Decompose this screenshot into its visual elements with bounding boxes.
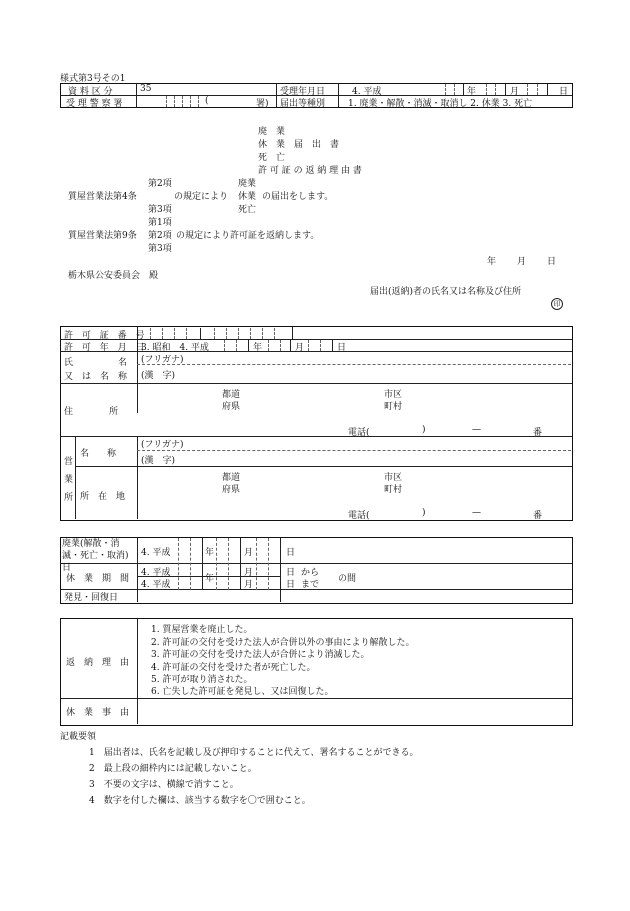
- kyoka-ymd-label: 許 可 年 月 日: [64, 343, 148, 353]
- form-number: 様式第3号その1: [60, 74, 126, 84]
- shiryo-label: 資 料 区 分: [68, 87, 113, 97]
- eigyo-fuken: 府県: [222, 485, 241, 495]
- kyugyo-from-era: 4. 平成: [141, 568, 171, 578]
- title-kyugyo: 休 業 届 出 書: [258, 140, 340, 150]
- c9-tail: の規定により許可証を返納します。: [176, 231, 320, 241]
- juri-day: 日: [559, 87, 569, 97]
- kyugyo-period-label: 休 業 期 間: [66, 574, 130, 584]
- kanji-label: (漢 字): [141, 371, 176, 381]
- kyugyo-made: まで: [301, 580, 320, 590]
- eigyo-chouson: 町村: [384, 485, 403, 495]
- kyoka-month: 月: [295, 343, 305, 353]
- jusho-shiku: 市区: [384, 390, 403, 400]
- kyoka-day: 日: [337, 343, 347, 353]
- kyugyo-to-month: 月: [244, 580, 254, 590]
- jusho-fuken: 府県: [222, 402, 241, 412]
- date-day: 日: [547, 257, 557, 267]
- keisatsusho-label: 受 理 警 察 署: [66, 99, 123, 109]
- furigana-label: (フリガナ): [141, 355, 184, 365]
- kyoka-era: 3. 昭和 4. 平成: [141, 343, 209, 353]
- c9-3: 第3項: [148, 244, 172, 254]
- haigyo-month: 月: [244, 548, 254, 558]
- c4-kyugyo: 休業: [238, 192, 257, 202]
- kyoka-year: 年: [253, 343, 263, 353]
- title-shibo: 死 亡: [258, 153, 286, 163]
- c4-tail: の届出をします。: [262, 192, 334, 202]
- c4-shibo: 死亡: [238, 205, 257, 215]
- eigyosho-char-3: 所: [64, 493, 74, 503]
- juri-ymd-label: 受理年月日: [280, 87, 326, 97]
- eigyo-denwa-close: ): [422, 508, 426, 518]
- shubetsu-label: 届出等種別: [280, 99, 326, 109]
- jusho-label: 住 所: [64, 407, 119, 417]
- submitter-label: 届出(返納)者の氏名又は名称及び住所: [370, 287, 522, 297]
- title-haigyo: 廃 業: [258, 127, 286, 137]
- jusho-chouson: 町村: [384, 402, 403, 412]
- eigyosho-char-1: 営: [64, 457, 74, 467]
- reason-item-1: 1. 質屋営業を廃止した。: [151, 625, 253, 635]
- shubetsu-value: 1. 廃業・解散・消滅・取消し 2. 休業 3. 死亡: [348, 99, 533, 109]
- date-month: 月: [517, 257, 527, 267]
- jusho-denwa-close: ): [422, 425, 426, 435]
- shimei-label-2: 又 は 名 称: [64, 372, 128, 382]
- c4-mid: の規定により: [174, 192, 229, 202]
- haigyo-date-label: 廃業(解散・消滅・死亡・取消)日: [62, 539, 129, 573]
- sho-close: 署): [256, 99, 269, 109]
- addressee: 栃木県公安委員会 殿: [68, 271, 159, 281]
- c9-1: 第1項: [148, 218, 172, 228]
- eigyosho-char-2: 業: [64, 475, 74, 485]
- shiryo-value: 35: [140, 84, 152, 94]
- kyugyo-kan: の間: [338, 574, 357, 584]
- seal-mark: 印: [551, 298, 563, 310]
- note-4: 4 数字を付した欄は、該当する数字を〇で囲むこと。: [89, 796, 311, 806]
- kyugyo-year: 年: [205, 574, 215, 584]
- title-henno: 許 可 証 の 返 納 理 由 書: [258, 166, 362, 176]
- c4-haigyo: 廃業: [238, 179, 257, 189]
- eigyo-dash: —: [472, 508, 481, 518]
- reason-item-2: 2. 許可証の交付を受けた法人が合併以外の事由により解散した。: [151, 638, 415, 648]
- haigyo-year: 年: [205, 548, 215, 558]
- juri-month: 月: [510, 87, 520, 97]
- eigyo-kanji: (漢 字): [141, 456, 176, 466]
- paren-open: (: [205, 96, 209, 106]
- kyugyo-from-day: 日: [286, 568, 296, 578]
- kyugyo-to-era: 4. 平成: [141, 580, 171, 590]
- kyugyo-from-month: 月: [244, 568, 254, 578]
- note-1: 1 届出者は、氏名を記載し及び押印することに代えて、署名することができる。: [89, 748, 419, 758]
- eigyo-todo: 都道: [222, 473, 241, 483]
- shimei-label-1: 氏 名: [64, 358, 128, 368]
- reason-item-4: 4. 許可証の交付を受けた者が死亡した。: [151, 663, 316, 673]
- jusho-ban: 番: [533, 428, 543, 438]
- meisho-label: 名 称: [80, 449, 117, 459]
- c4-bottom: 第3項: [148, 205, 172, 215]
- reason-item-5: 5. 許可が取り消された。: [151, 675, 253, 685]
- jusho-todo: 都道: [222, 390, 241, 400]
- reason-item-3: 3. 許可証の交付を受けた法人が合併により消滅した。: [151, 650, 370, 660]
- kyugyo-kara: から: [301, 568, 320, 578]
- notes-title: 記載要領: [60, 732, 97, 742]
- c4-law: 質屋営業法第4条: [68, 192, 137, 202]
- note-3: 3 不要の文字は、横線で消すこと。: [89, 780, 239, 790]
- jusho-denwa: 電話(: [348, 428, 370, 438]
- kyugyo-jiyu-label: 休 業 事 由: [66, 708, 130, 718]
- haigyo-day: 日: [286, 548, 296, 558]
- hakken-label: 発見・回復日: [64, 593, 119, 603]
- kyugyo-to-day: 日: [286, 580, 296, 590]
- note-2: 2 最上段の細枠内には記載しないこと。: [89, 764, 257, 774]
- c9-2: 第2項: [148, 231, 172, 241]
- juri-era: 4. 平成: [352, 87, 382, 97]
- c4-top: 第2項: [148, 179, 172, 189]
- c9-law: 質屋営業法第9条: [68, 231, 137, 241]
- shozaichi-label: 所 在 地: [80, 492, 126, 502]
- eigyo-furigana: (フリガナ): [141, 440, 184, 450]
- jusho-dash: —: [472, 425, 481, 435]
- eigyo-denwa: 電話(: [348, 511, 370, 521]
- eigyo-ban: 番: [533, 511, 543, 521]
- eigyo-shiku: 市区: [384, 473, 403, 483]
- reason-item-6: 6. 亡失した許可証を発見し、又は回復した。: [151, 687, 334, 697]
- haigyo-era: 4. 平成: [141, 548, 171, 558]
- reason-label: 返 納 理 由: [66, 658, 130, 668]
- juri-year: 年: [467, 87, 477, 97]
- kyoka-no-label: 許 可 証 番 号: [64, 331, 148, 341]
- date-year: 年: [487, 257, 497, 267]
